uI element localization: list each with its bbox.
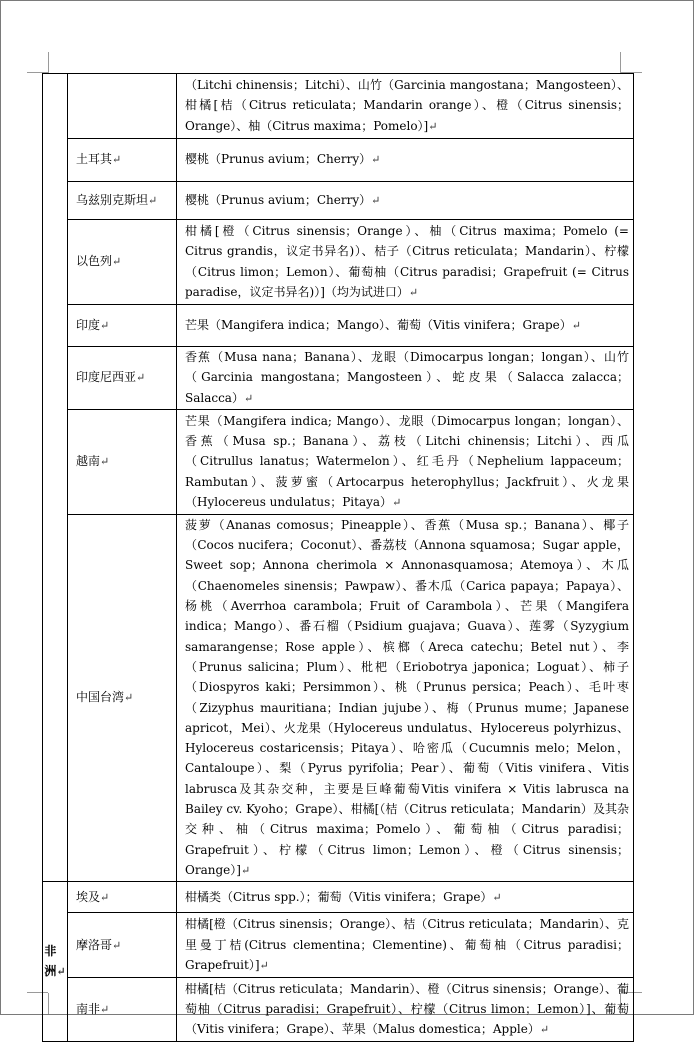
country-cell: 越南↵ [68,409,177,514]
country-cell: 中国台湾↵ [68,514,177,881]
fruit-list-cell: 芒果（Mangifera indica；Mango）、葡萄（Vitis vinifera；Grape）↵ [177,305,634,347]
region-cell [43,74,68,882]
country-cell: 以色列↵ [68,220,177,305]
country-cell: 南非↵ [68,978,177,1042]
table-row [43,220,634,305]
fruit-list-cell: 樱桃（Prunus avium；Cherry）↵ [177,182,634,220]
fruit-list-cell: 柑橘类（Citrus spp.）；葡萄（Vitis vinifera；Grape）↵ [177,882,634,913]
fruit-list-cell: （Litchi chinensis；Litchi）、山竹（Garcinia mangostana；Mangosteen）、柑橘[桔（Citrus reticulata；Mandarin orange）、橙（Citrus sinensis；Orange）、柚（Citrus maxima；Pomelo）]↵ [177,74,634,139]
table-row [43,139,634,182]
fruit-list-cell: 菠萝（Ananas comosus；Pineapple）、香蕉（Musa sp.；Banana）、椰子（Cocos nucifera；Coconut）、番荔枝（Annona squamosa；Sugar apple，Sweet sop；Annona cherimola × Annonasquamosa；Atemoya）、木瓜（Chaenomeles sinensis；Pawpaw）、番木瓜（Carica papaya；Papaya）、杨桃（Averrhoa carambola；Fruit of Carambola）、芒果（Mangifera indica；Mango）、番石榴（Psidium guajava；Guava）、莲雾（Syzygium samarangense；Rose apple）、槟榔（Areca catechu；Betel nut）、李（Prunus salicina；Plum）、枇杷（Eriobotrya japonica；Loguat）、柿子（Diospyros kaki；Persimmon）、桃（Prunus persica；Peach）、毛叶枣（Zizyphus mauritiana；Indian jujube）、梅（Prunus mume；Japanese apricot，Mei）、火龙果（Hylocereus undulatus、Hylocereus polyrhizus、Hylocereus costaricensis；Pitaya）、哈密瓜（Cucumnis melo；Melon，Cantaloupe）、梨（Pyrus pyrifolia；Pear）、葡萄（Vitis vinifera、Vitis labrusca及其杂交种，主要是巨峰葡萄Vitis vinifera × Vitis labrusca na Bailey cv. Kyoho；Grape）、柑橘[（桔（Citrus reticulata；Mandarin）及其杂交种、柚（Citrus maxima；Pomelo）、葡萄柚（Citrus paradisi；Grapefruit）、柠檬（Citrus limon；Lemon）、橙（Citrus sinensis；Orange）]↵ [177,514,634,881]
table-row [43,305,634,347]
table-row [43,182,634,220]
crop-mark-top-right-vertical [620,52,621,73]
table-row [43,978,634,1042]
table-row [43,409,634,514]
table-row [43,514,634,881]
country-cell: 印度尼西亚↵ [68,347,177,410]
fruit-list-cell: 樱桃（Prunus avium；Cherry）↵ [177,139,634,182]
country-cell: 土耳其↵ [68,139,177,182]
region-cell: 非 洲↵ [43,882,68,1042]
fruit-list-cell: 芒果（Mangifera indica; Mango）、龙眼（Dimocarpus longan；longan）、香蕉（Musa sp.；Banana）、荔枝（Litchi chinensis；Litchi）、西瓜（Citrullus lanatus；Watermelon）、红毛丹（Nephelium lappaceum；Rambutan）、菠萝蜜（Artocarpus heterophyllus；Jackfruit）、火龙果（Hylocereus undulatus；Pitaya）↵ [177,409,634,514]
fruit-list-cell: 柑橘[桔（Citrus reticulata；Mandarin）、橙（Citrus sinensis；Orange）、葡萄柚（Citrus paradisi；Grapefruit）、柠檬（Citrus limon；Lemon）]、葡萄（Vitis vinifera；Grape）、苹果（Malus domestica；Apple）↵ [177,978,634,1042]
country-cell: 埃及↵ [68,882,177,913]
table-row [43,913,634,978]
table-row [43,347,634,410]
crop-mark-top-left-vertical [48,52,49,73]
table-row [43,882,634,913]
country-cell: 摩洛哥↵ [68,913,177,978]
country-cell: 印度↵ [68,305,177,347]
fruit-list-cell: 柑橘[橙（Citrus sinensis；Orange）、柚（Citrus maxima；Pomelo (= Citrus grandis，议定书异名)）、桔子（Citrus reticulata；Mandarin）、柠檬（Citrus limon；Lemon）、葡萄柚（Citrus paradisi；Grapefruit (= Citrus paradise，议定书异名)）]（均为试进口）↵ [177,220,634,305]
fruit-list-cell: 柑橘[橙（Citrus sinensis；Orange）、桔（Citrus reticulata；Mandarin）、克里曼丁桔(Citrus clementina；Clementine)、葡萄柚（Citrus paradisi；Grapefruit）]↵ [177,913,634,978]
country-cell [68,74,177,139]
table-row [43,74,634,139]
country-cell: 乌兹别克斯坦↵ [68,182,177,220]
region-label: 非 洲 [44,944,57,979]
fruit-list-cell: 香蕉（Musa nana；Banana）、龙眼（Dimocarpus longan；longan）、山竹（Garcinia mangostana；Mangosteen）、蛇皮果（Salacca zalacca；Salacca）↵ [177,347,634,410]
fruit-import-table [42,73,634,1042]
